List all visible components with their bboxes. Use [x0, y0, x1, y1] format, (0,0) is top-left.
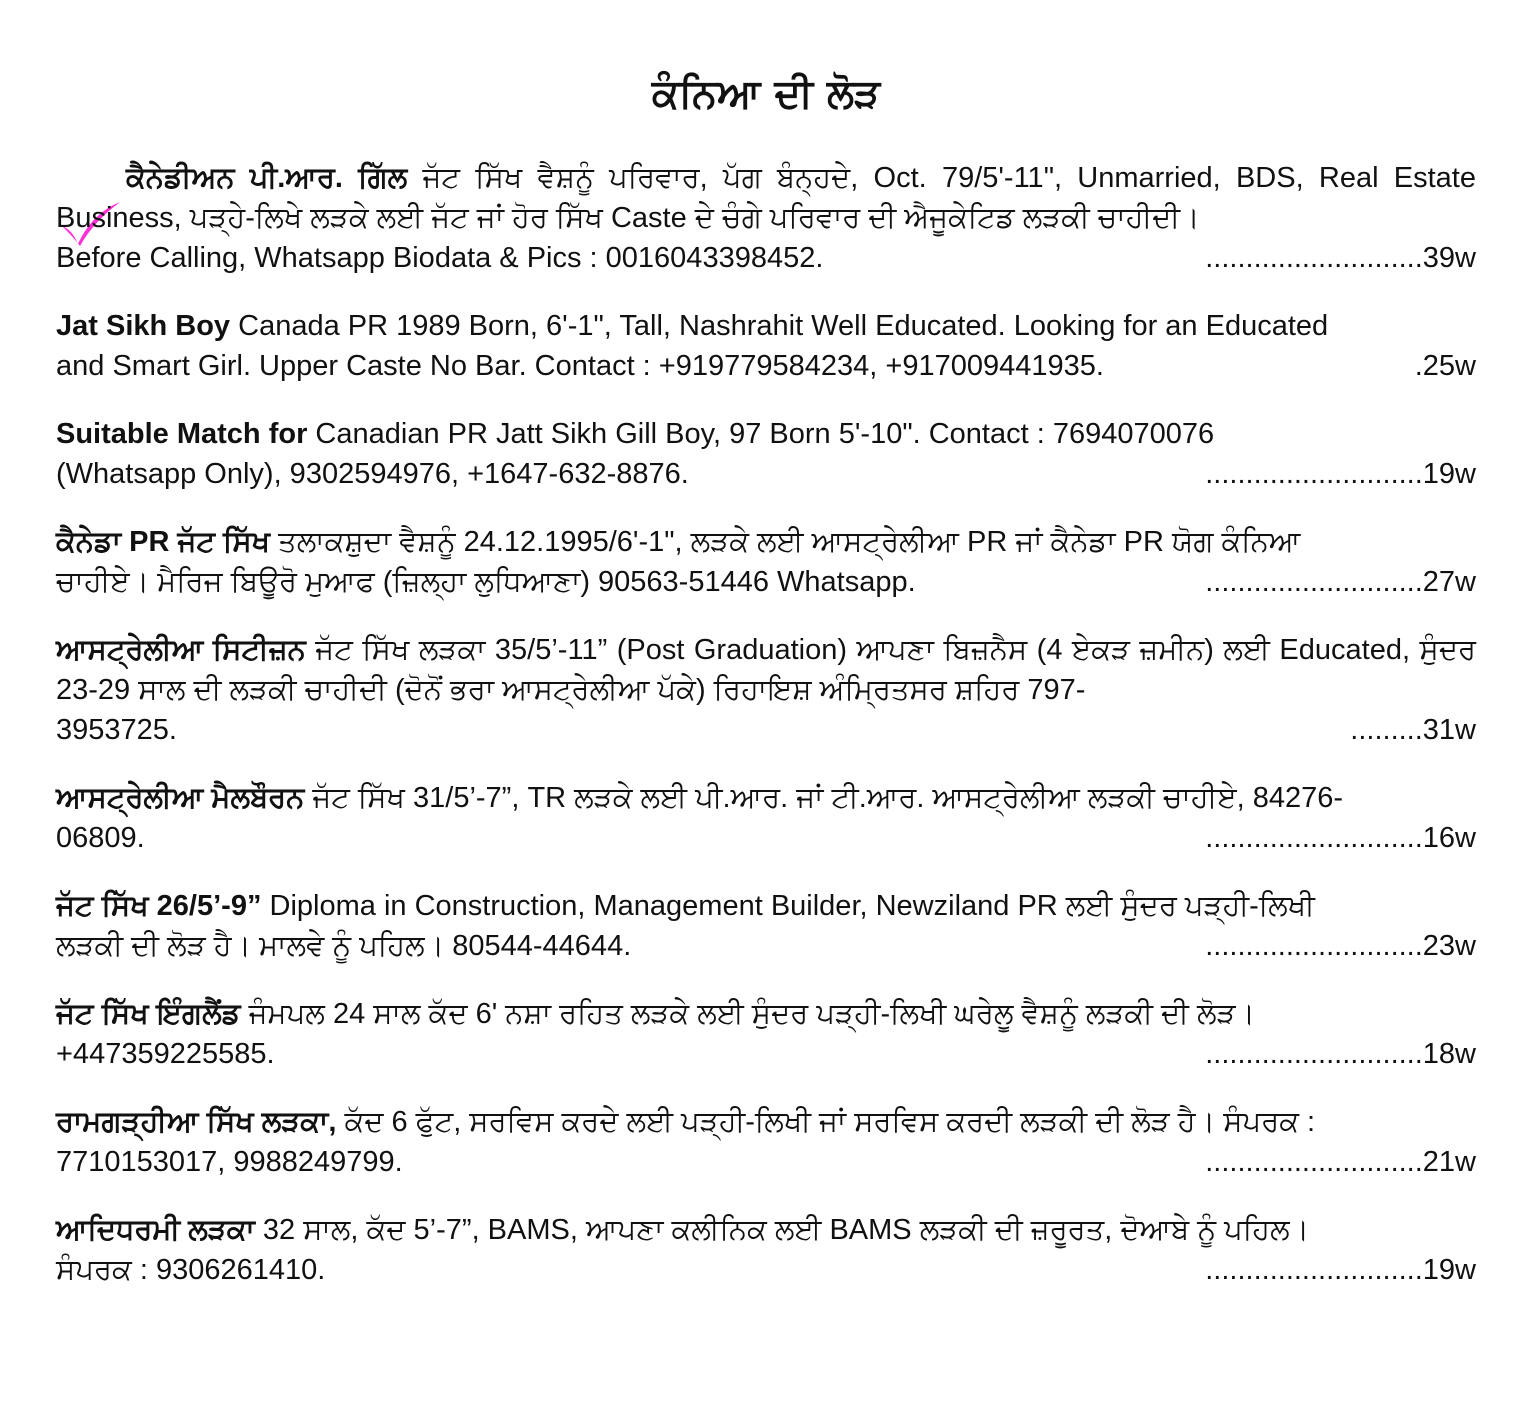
ad-code: ...........................18w — [1205, 1038, 1476, 1070]
ad-code: ...........................19w — [1205, 458, 1476, 490]
ad-code: ...........................21w — [1205, 1146, 1476, 1178]
ad-item — [56, 1102, 1476, 1182]
ad-text: ਜੱਟ ਸਿੱਖ ਲੜਕਾ 35/5’-11” (Post Graduation) ਆਪਣਾ ਬਿਜ਼ਨੈਸ (4 ਏਕੜ ਜ਼ਮੀਨ) ਲਈ Educated, ਸੁੰਦਰ 23-29 ਸਾਲ ਦੀ ਲੜਕੀ ਚਾਹੀਦੀ (ਦੋਨੋਂ ਭਰਾ ਆਸਟ੍ਰੇਲੀਆ ਪੱਕੇ) ਰਿਹਾਇਸ਼ ਅੰਮ੍ਰਿਤਸਰ ਸ਼ਹਿਰ 797- — [56, 634, 1476, 706]
ad-heading: ਕੈਨੇਡਾ PR ਜੱਟ ਸਿੱਖ — [56, 526, 271, 558]
ad-item — [56, 522, 1476, 602]
ad-heading: Suitable Match for — [56, 418, 308, 450]
ad-text: 32 ਸਾਲ, ਕੱਦ 5’-7”, BAMS, ਆਪਣਾ ਕਲੀਨਿਕ ਲਈ BAMS ਲੜਕੀ ਦੀ ਜ਼ਰੂਰਤ, ਦੋਆਬੇ ਨੂੰ ਪਹਿਲ। — [254, 1214, 1310, 1246]
ad-item — [56, 886, 1476, 966]
ad-item — [56, 994, 1476, 1074]
ad-heading: ਆਸਟ੍ਰੇਲੀਆ ਮੈਲਬੌਰਨ — [56, 782, 305, 814]
ad-item — [56, 1210, 1476, 1290]
ad-heading: ਜੱਟ ਸਿੱਖ ਇੰਗਲੈਂਡ — [56, 998, 241, 1030]
ad-text: ਤਲਾਕਸ਼ੁਦਾ ਵੈਸ਼ਨੂੰ 24.12.1995/6'-1", ਲੜਕੇ ਲਈ ਆਸਟ੍ਰੇਲੀਆ PR ਜਾਂ ਕੈਨੇਡਾ PR ਯੋਗ ਕੰਨਿਆ — [270, 526, 1301, 558]
ad-heading: ਆਸਟ੍ਰੇਲੀਆ ਸਿਟੀਜ਼ਨ — [56, 634, 306, 666]
ad-code: .25w — [1414, 350, 1476, 382]
ad-code: ...........................27w — [1205, 566, 1476, 598]
ad-text: ਜੰਮਪਲ 24 ਸਾਲ ਕੱਦ 6' ਨਸ਼ਾ ਰਹਿਤ ਲੜਕੇ ਲਈ ਸੁੰਦਰ ਪੜ੍ਹੀ-ਲਿਖੀ ਘਰੇਲੂ ਵੈਸ਼ਨੂੰ ਲੜਕੀ ਦੀ ਲੋੜ। — [240, 998, 1256, 1030]
ad-last-line: 7710153017, 9988249799. — [56, 1146, 403, 1178]
ad-item — [56, 630, 1476, 750]
ad-heading: ਜੱਟ ਸਿੱਖ 26/5’-9” — [56, 890, 262, 922]
ad-last-line: ਚਾਹੀਏ। ਮੈਰਿਜ ਬਿਊਰੋ ਮੁਆਫ (ਜ਼ਿਲ੍ਹਾ ਲੁਧਿਆਣਾ) 90563-51446 Whatsapp. — [56, 566, 916, 598]
ad-last-line: ਸੰਪਰਕ : 9306261410. — [56, 1254, 326, 1286]
ad-text: Canadian PR Jatt Sikh Gill Boy, 97 Born 5'-10". Contact : 7694070076 — [307, 418, 1215, 450]
ad-text: Canada PR 1989 Born, 6'-1", Tall, Nashrahit Well Educated. Looking for an Educated — [230, 310, 1329, 342]
ad-code: ...........................39w — [1205, 242, 1476, 274]
ad-text: ਜੱਟ ਸਿੱਖ 31/5’-7”, TR ਲੜਕੇ ਲਈ ਪੀ.ਆਰ. ਜਾਂ ਟੀ.ਆਰ. ਆਸਟ੍ਰੇਲੀਆ ਲੜਕੀ ਚਾਹੀਏ, 84276- — [304, 782, 1344, 814]
ad-item — [56, 158, 1476, 278]
ad-item — [56, 414, 1476, 494]
ad-item — [56, 778, 1476, 858]
ad-last-line: ਲੜਕੀ ਦੀ ਲੋੜ ਹੈ। ਮਾਲਵੇ ਨੂੰ ਪਹਿਲ। 80544-44644. — [56, 930, 632, 962]
ad-last-line: (Whatsapp Only), 9302594976, +1647-632-8876. — [56, 458, 689, 490]
ad-last-line: and Smart Girl. Upper Caste No Bar. Contact : +919779584234, +917009441935. — [56, 350, 1104, 382]
ad-item — [56, 306, 1476, 386]
ads-list — [56, 158, 1476, 1290]
ad-heading: ਕੈਨੇਡੀਅਨ ਪੀ.ਆਰ. ਗਿੱਲ — [126, 162, 408, 194]
ad-code: ...........................23w — [1205, 930, 1476, 962]
ad-last-line: +447359225585. — [56, 1038, 275, 1070]
ad-text: ਕੱਦ 6 ਫੁੱਟ, ਸਰਵਿਸ ਕਰਦੇ ਲਈ ਪੜ੍ਹੀ-ਲਿਖੀ ਜਾਂ ਸਰਵਿਸ ਕਰਦੀ ਲੜਕੀ ਦੀ ਲੋੜ ਹੈ। ਸੰਪਰਕ : — [336, 1106, 1316, 1138]
ad-last-line: 06809. — [56, 822, 145, 854]
ad-code: ...........................16w — [1205, 822, 1476, 854]
ad-code: ...........................19w — [1205, 1254, 1476, 1286]
ad-heading: ਰਾਮਗੜ੍ਹੀਆ ਸਿੱਖ ਲੜਕਾ, — [56, 1106, 337, 1138]
ad-heading: Jat Sikh Boy — [56, 310, 231, 342]
ad-last-line: 3953725. — [56, 714, 177, 746]
ad-text: ਜੱਟ ਸਿੱਖ ਵੈਸ਼ਨੂੰ ਪਰਿਵਾਰ, ਪੱਗ ਬੰਨ੍ਹਦੇ, Oct. 79/5'-11", Unmarried, BDS, Real Estate Business, ਪੜ੍ਹੇ-ਲਿਖੇ ਲੜਕੇ ਲਈ ਜੱਟ ਜਾਂ ਹੋਰ ਸਿੱਖ Caste ਦੇ ਚੰਗੇ ਪਰਿਵਾਰ ਦੀ ਐਜੂਕੇਟਿਡ ਲੜਕੀ ਚਾਹੀਦੀ। — [56, 162, 1476, 234]
ad-code: .........31w — [1350, 714, 1476, 746]
ad-last-line: Before Calling, Whatsapp Biodata & Pics : 0016043398452. — [56, 242, 824, 274]
ad-text: Diploma in Construction, Management Builder, Newziland PR ਲਈ ਸੁੰਦਰ ਪੜ੍ਹੀ-ਲਿਖੀ — [261, 890, 1315, 922]
page-title: ਕੰਨਿਆ ਦੀ ਲੋੜ — [651, 71, 881, 117]
ad-heading: ਆਦਿਧਰਮੀ ਲੜਕਾ — [56, 1214, 255, 1246]
